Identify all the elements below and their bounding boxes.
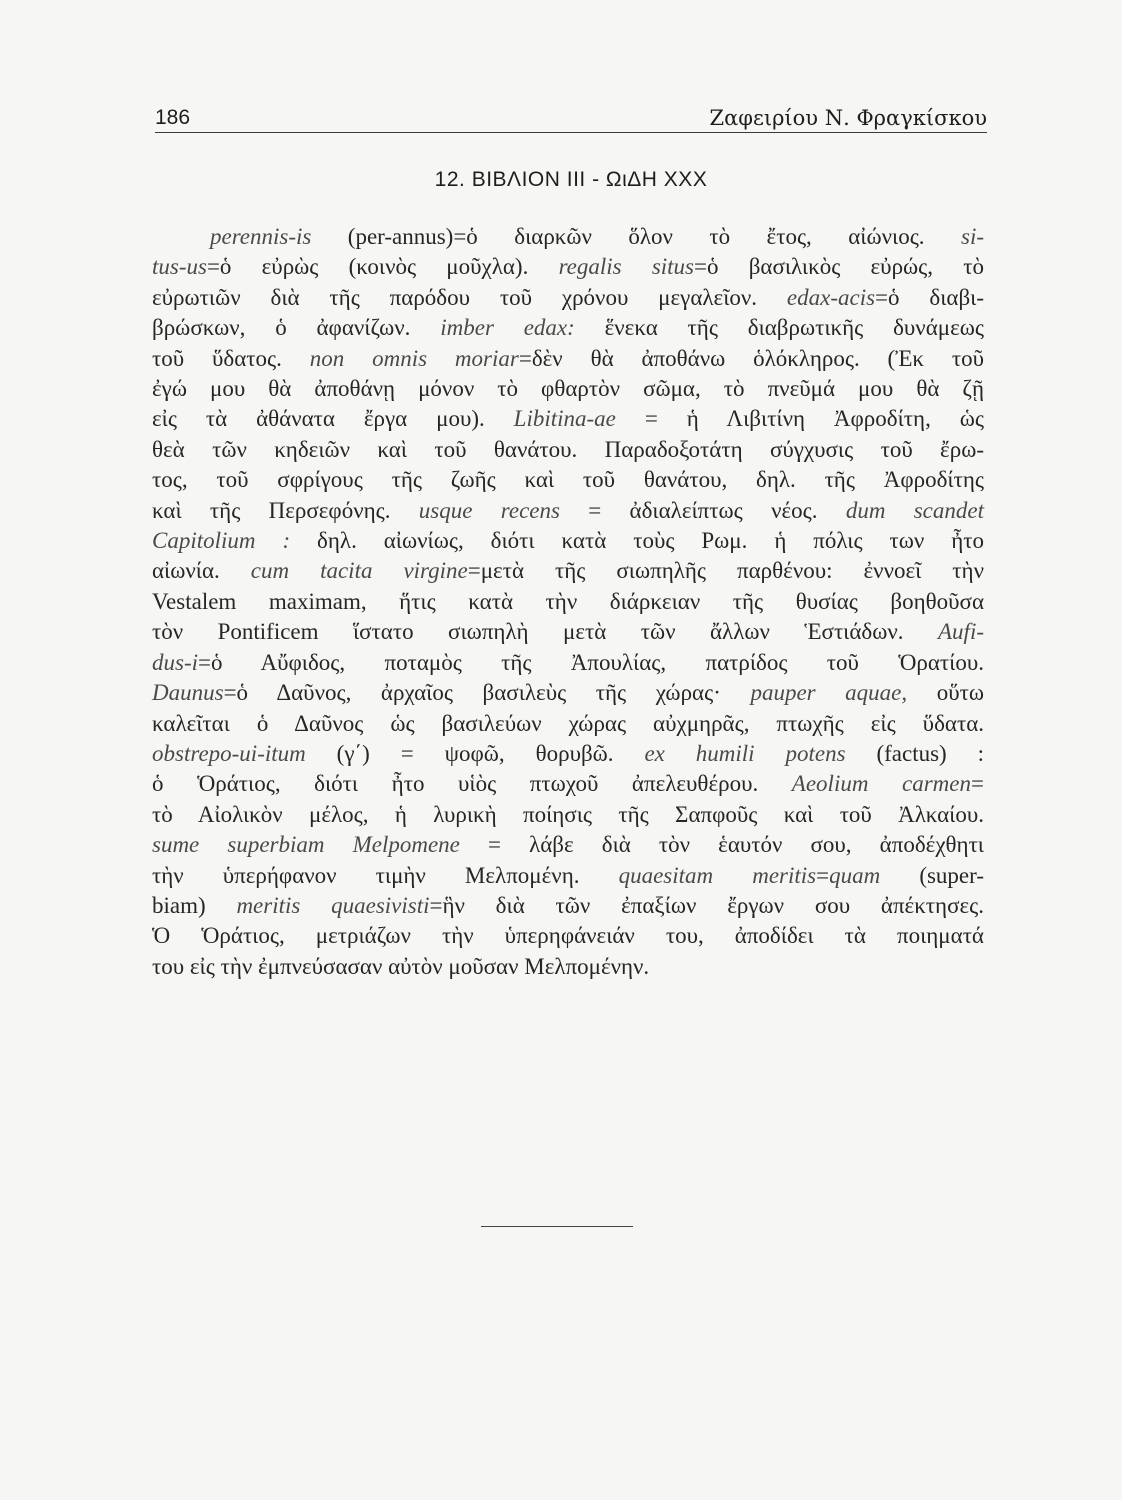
- page-header: [155, 96, 987, 130]
- latin-term: quam: [829, 862, 881, 888]
- latin-term: perennis-is: [210, 224, 312, 249]
- latin-term: regalis situs: [558, 254, 695, 280]
- header-rule: [155, 132, 987, 133]
- latin-term: tus-us: [152, 254, 207, 280]
- greek-gloss: Ὁ Ὁράτιος, μετριάζων τὴν ὑπερηφάνειάν του, ἀποδίδει τὰ ποιηματά: [152, 923, 984, 949]
- greek-gloss: τοῦ ὕδατος.: [152, 345, 310, 371]
- greek-gloss: =: [971, 771, 984, 797]
- text-line: [152, 952, 984, 982]
- text-line: [152, 739, 984, 769]
- latin-term: Libitina-ae: [513, 406, 616, 432]
- latin-term: sume superbiam Melpomene: [152, 832, 460, 858]
- end-rule: [481, 1226, 633, 1227]
- greek-gloss: = λάβε διὰ τὸν ἑαυτόν σου, ἀποδέχθητι: [459, 832, 985, 858]
- greek-gloss: αἰωνία.: [152, 558, 251, 584]
- greek-gloss: καλεῖται ὁ Δαῦνος ὡς βασιλεύων χώρας αὐχμηρᾶς, πτωχῆς εἰς ὕδατα.: [152, 710, 984, 736]
- latin-term: edax-acis: [786, 284, 876, 310]
- greek-gloss: biam): [152, 892, 237, 918]
- text-line: [152, 648, 984, 678]
- text-line: [152, 617, 984, 647]
- greek-gloss: του εἰς τὴν ἐμπνεύσασαν αὐτὸν μοῦσαν Μελπομένην.: [152, 953, 650, 979]
- latin-term: cum tacita virgine: [250, 558, 468, 584]
- text-line: [152, 283, 984, 313]
- text-line: [152, 374, 984, 404]
- text-line: [152, 800, 984, 830]
- greek-gloss: Vestalem maximam, ἥτις κατὰ τὴν διάρκειαν τῆς θυσίας βοηθοῦσα: [152, 588, 984, 614]
- latin-term: dum scandet: [845, 497, 984, 523]
- greek-gloss: =ὁ βασιλικὸς εὐρώς, τὸ: [694, 254, 985, 280]
- greek-gloss: (super-: [880, 862, 984, 888]
- greek-gloss: οὕτω: [907, 680, 984, 706]
- greek-gloss: βρώσκων, ὁ ἀφανίζων.: [152, 315, 441, 341]
- greek-gloss: =δὲν θὰ ἀποθάνω ὁλόκληρος. (Ἐκ τοῦ: [518, 345, 985, 371]
- greek-gloss: δηλ. αἰωνίως, διότι κατὰ τοὺς Ρωμ. ἡ πόλις των ἦτο: [290, 528, 984, 554]
- latin-term: Capitolium :: [152, 528, 291, 554]
- greek-gloss: =ὁ Αὔφιδος, ποταμὸς τῆς Ἀπουλίας, πατρίδος τοῦ Ὁρατίου.: [198, 649, 984, 675]
- page-number: 186: [155, 106, 191, 129]
- latin-term: meritis quaesivisti: [236, 892, 430, 918]
- text-line: [152, 921, 984, 951]
- latin-term: pauper aquae,: [750, 680, 908, 706]
- latin-term: ex humili potens: [644, 740, 846, 766]
- greek-gloss: ἕνεκα τῆς διαβρωτικῆς δυνάμεως: [574, 315, 984, 341]
- text-line: [152, 678, 984, 708]
- text-line: [152, 435, 984, 465]
- greek-gloss: =ὁ εὐρὼς (κοινὸς μοῦχλα).: [206, 254, 559, 280]
- greek-gloss: τὴν ὑπερήφανον τιμὴν Μελπομένη.: [152, 862, 619, 888]
- text-line: [152, 465, 984, 495]
- greek-gloss: καὶ τῆς Περσεφόνης.: [152, 497, 419, 523]
- greek-gloss: τος, τοῦ σφρίγους τῆς ζωῆς καὶ τοῦ θανάτου, δηλ. τῆς Ἀφροδίτης: [152, 467, 984, 493]
- greek-gloss: =ἣν διὰ τῶν ἐπαξίων ἔργων σου ἀπέκτησες.: [429, 892, 984, 918]
- text-line: [152, 252, 984, 282]
- text-line: [152, 587, 984, 617]
- text-line: [152, 861, 984, 891]
- text-line: [152, 556, 984, 586]
- greek-gloss: (per-annus)=ὁ διαρκῶν ὅλον τὸ ἔτος, αἰώνιος.: [311, 224, 961, 249]
- greek-gloss: (factus) :: [845, 740, 984, 766]
- latin-term: quaesitam meritis: [618, 862, 817, 888]
- greek-gloss: =ὁ διαβι-: [875, 284, 984, 310]
- text-line: [152, 313, 984, 343]
- text-line: [152, 404, 984, 434]
- greek-gloss: =μετὰ τῆς σιωπηλῆς παρθένου: ἐννοεῖ τὴν: [467, 558, 984, 584]
- greek-gloss: = ἀδιαλείπτως νέος.: [559, 497, 846, 523]
- greek-gloss: ὁ Ὁράτιος, διότι ἦτο υἱὸς πτωχοῦ ἀπελευθέρου.: [152, 771, 792, 797]
- greek-gloss: ἐγώ μου θὰ ἀποθάνῃ μόνον τὸ φθαρτὸν σῶμα, τὸ πνεῦμά μου θὰ ζῇ: [152, 376, 984, 402]
- section-title: 12. ΒΙΒΛΙΟΝ III - ΩιΔΗ XXX: [434, 168, 708, 191]
- greek-gloss: εὐρωτιῶν διὰ τῆς παρόδου τοῦ χρόνου μεγαλεῖον.: [152, 284, 787, 310]
- greek-gloss: εἰς τὰ ἀθάνατα ἔργα μου).: [152, 406, 514, 432]
- greek-gloss: θεὰ τῶν κηδειῶν καὶ τοῦ θανάτου. Παραδοξοτάτη σύγχυσις τοῦ ἔρω-: [152, 436, 984, 462]
- greek-gloss: τὸν Pontificem ἵστατο σιωπηλὴ μετὰ τῶν ἄλλων Ἑστιάδων.: [152, 619, 938, 645]
- text-line: [152, 344, 984, 374]
- text-line: [152, 830, 984, 860]
- latin-term: si-: [961, 224, 984, 249]
- text-line: [152, 496, 984, 526]
- running-head: Ζαφειρίου Ν. Φραγκίσκου: [709, 106, 987, 130]
- latin-term: imber edax:: [440, 315, 575, 341]
- greek-gloss: (γ΄) = ψοφῶ, θορυβῶ.: [305, 740, 645, 766]
- latin-term: Daunus: [152, 680, 224, 706]
- greek-gloss: =: [816, 862, 830, 888]
- latin-term: obstrepo-ui-itum: [152, 740, 306, 766]
- greek-gloss: =ὁ Δαῦνος, ἀρχαῖος βασιλεὺς τῆς χώρας·: [223, 680, 751, 706]
- commentary-text: [152, 222, 984, 982]
- latin-term: non omnis moriar: [309, 345, 519, 371]
- text-line: [152, 891, 984, 921]
- latin-term: usque recens: [418, 497, 560, 523]
- latin-term: dus-i: [152, 649, 198, 675]
- text-line: [152, 222, 984, 252]
- greek-gloss: τὸ Αἰολικὸν μέλος, ἡ λυρικὴ ποίησις τῆς Σαπφοῦς καὶ τοῦ Ἀλκαίου.: [152, 801, 984, 827]
- text-line: [152, 526, 984, 556]
- latin-term: Aeolium carmen: [791, 771, 971, 797]
- greek-gloss: = ἡ Λιβιτίνη Ἀφροδίτη, ὡς: [615, 406, 984, 432]
- text-line: [152, 709, 984, 739]
- text-line: [152, 769, 984, 799]
- latin-term: Aufi-: [938, 619, 984, 645]
